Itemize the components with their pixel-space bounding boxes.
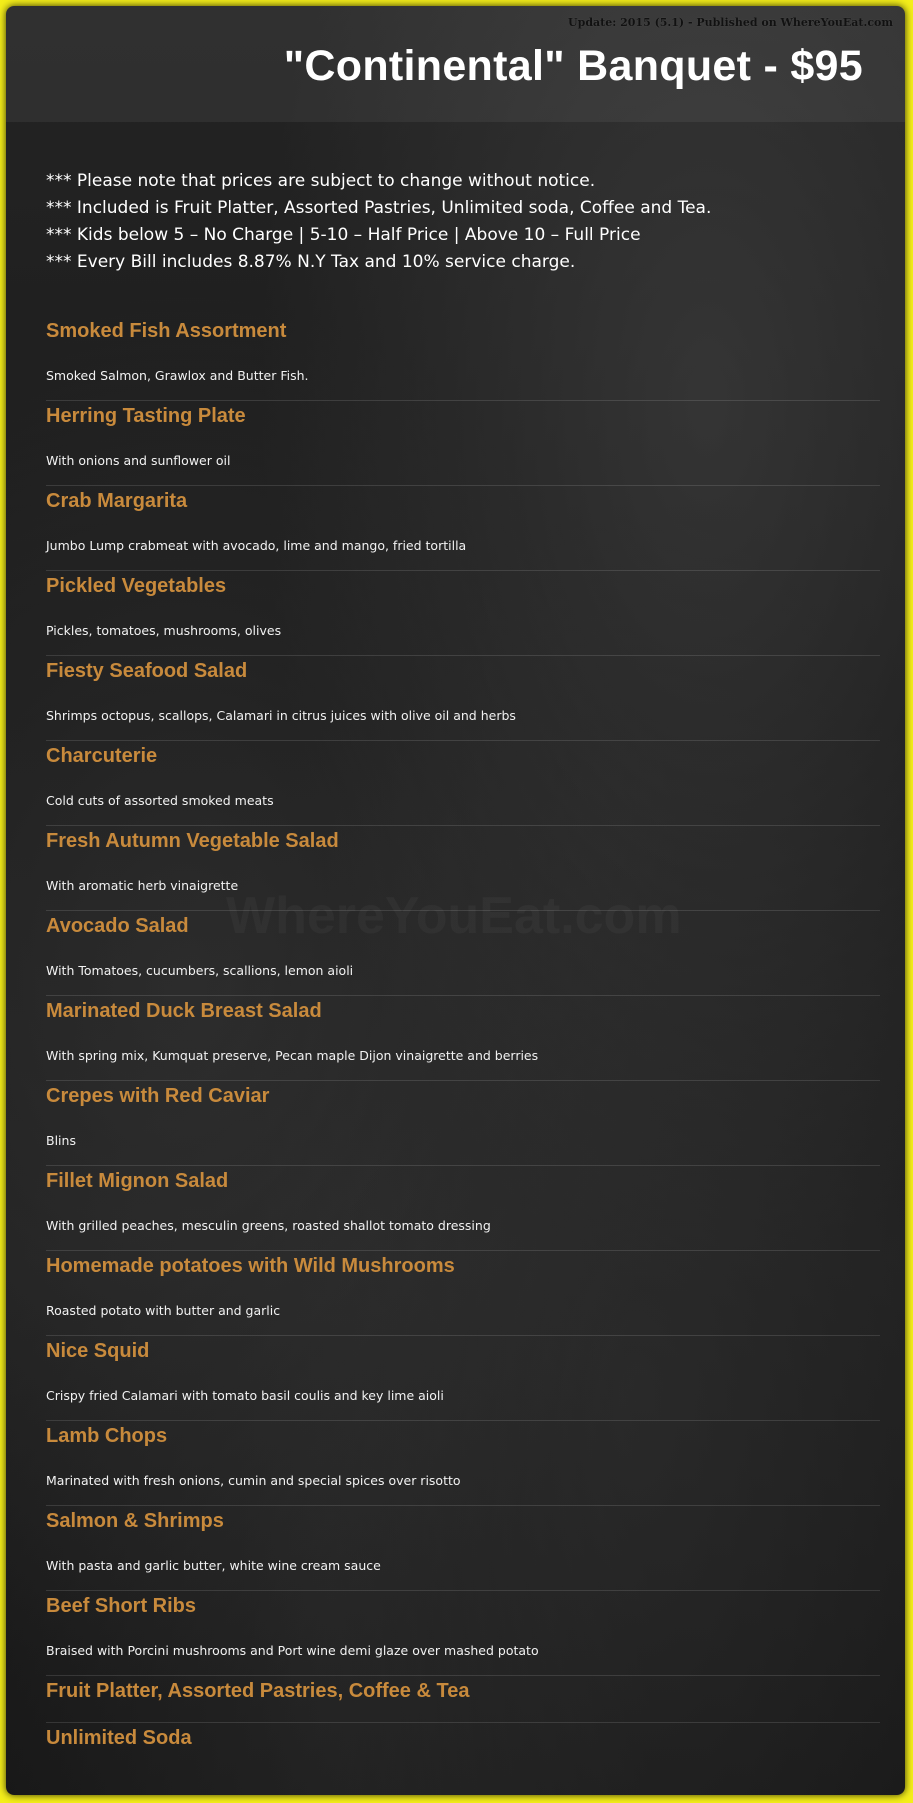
menu-item-description: With grilled peaches, mesculin greens, roasted shallot tomato dressing [46, 1218, 491, 1233]
menu-item-description: Blins [46, 1133, 76, 1148]
menu-item-name: Crab Margarita [46, 490, 188, 512]
menu-item-name: Crepes with Red Caviar [46, 1085, 270, 1107]
menu-item-name: Herring Tasting Plate [46, 405, 246, 427]
notes-block [46, 168, 866, 276]
menu-item [46, 1251, 880, 1336]
menu-item-description: With onions and sunflower oil [46, 453, 231, 468]
menu-item-name: Salmon & Shrimps [46, 1510, 224, 1532]
menu-item [46, 1081, 880, 1166]
menu-item-name: Charcuterie [46, 745, 158, 767]
menu-item-description: Shrimps octopus, scallops, Calamari in citrus juices with olive oil and herbs [46, 708, 516, 723]
menu-item [46, 826, 880, 911]
menu-item-name: Smoked Fish Assortment [46, 320, 287, 342]
menu-item-name: Fillet Mignon Salad [46, 1170, 229, 1192]
menu-item-description: Crispy fried Calamari with tomato basil coulis and key lime aioli [46, 1388, 444, 1403]
menu-item-description: With spring mix, Kumquat preserve, Pecan maple Dijon vinaigrette and berries [46, 1048, 539, 1063]
menu-item-description: With Tomatoes, cucumbers, scallions, lemon aioli [46, 963, 354, 978]
menu-page [6, 6, 905, 1795]
note-prices: *** Please note that prices are subject to change without notice. [46, 171, 596, 191]
menu-item [46, 486, 880, 571]
menu-item [46, 1676, 880, 1723]
menu-item [46, 316, 880, 401]
menu-item-description: Roasted potato with butter and garlic [46, 1303, 281, 1318]
menu-item [46, 1591, 880, 1676]
note-kids: *** Kids below 5 – No Charge | 5-10 – Half Price | Above 10 – Full Price [46, 225, 641, 245]
menu-item [46, 401, 880, 486]
menu-item-description: Pickles, tomatoes, mushrooms, olives [46, 623, 282, 638]
menu-item-description: With aromatic herb vinaigrette [46, 878, 239, 893]
note-tax: *** Every Bill includes 8.87% N.Y Tax and 10% service charge. [46, 252, 576, 272]
menu-item [46, 996, 880, 1081]
menu-item [46, 911, 880, 996]
menu-item-name: Nice Squid [46, 1340, 150, 1362]
menu-item-description: Cold cuts of assorted smoked meats [46, 793, 274, 808]
page-title: "Continental" Banquet - $95 [283, 42, 863, 90]
menu-item-description: With pasta and garlic butter, white wine cream sauce [46, 1558, 381, 1573]
menu-item-name: Marinated Duck Breast Salad [46, 1000, 322, 1022]
update-line: Update: 2015 (5.1) - Published on WhereYouEat.com [568, 16, 893, 29]
menu-item-name: Avocado Salad [46, 915, 189, 937]
menu-item [46, 1336, 880, 1421]
menu-item-name: Fiesty Seafood Salad [46, 660, 248, 682]
menu-item-description: Smoked Salmon, Grawlox and Butter Fish. [46, 368, 309, 383]
note-included: *** Included is Fruit Platter, Assorted Pastries, Unlimited soda, Coffee and Tea. [46, 198, 712, 218]
menu-item [46, 1166, 880, 1251]
menu-item-name: Fruit Platter, Assorted Pastries, Coffee & Tea [46, 1680, 470, 1702]
menu-item-name: Homemade potatoes with Wild Mushrooms [46, 1255, 455, 1277]
menu-item [46, 571, 880, 656]
menu-item-name: Pickled Vegetables [46, 575, 227, 597]
menu-item-description: Jumbo Lump crabmeat with avocado, lime and mango, fried tortilla [46, 538, 467, 553]
menu-item [46, 1421, 880, 1506]
header-band [6, 6, 905, 122]
menu-item [46, 1723, 880, 1769]
menu-item [46, 1506, 880, 1591]
menu-item-name: Beef Short Ribs [46, 1595, 197, 1617]
menu-item-description: Marinated with fresh onions, cumin and special spices over risotto [46, 1473, 461, 1488]
menu-item [46, 656, 880, 741]
menu-item-name: Unlimited Soda [46, 1727, 192, 1749]
menu-item-name: Fresh Autumn Vegetable Salad [46, 830, 339, 852]
menu-item-description: Braised with Porcini mushrooms and Port wine demi glaze over mashed potato [46, 1643, 539, 1658]
menu-list [46, 316, 880, 1769]
menu-item-name: Lamb Chops [46, 1425, 168, 1447]
menu-item [46, 741, 880, 826]
